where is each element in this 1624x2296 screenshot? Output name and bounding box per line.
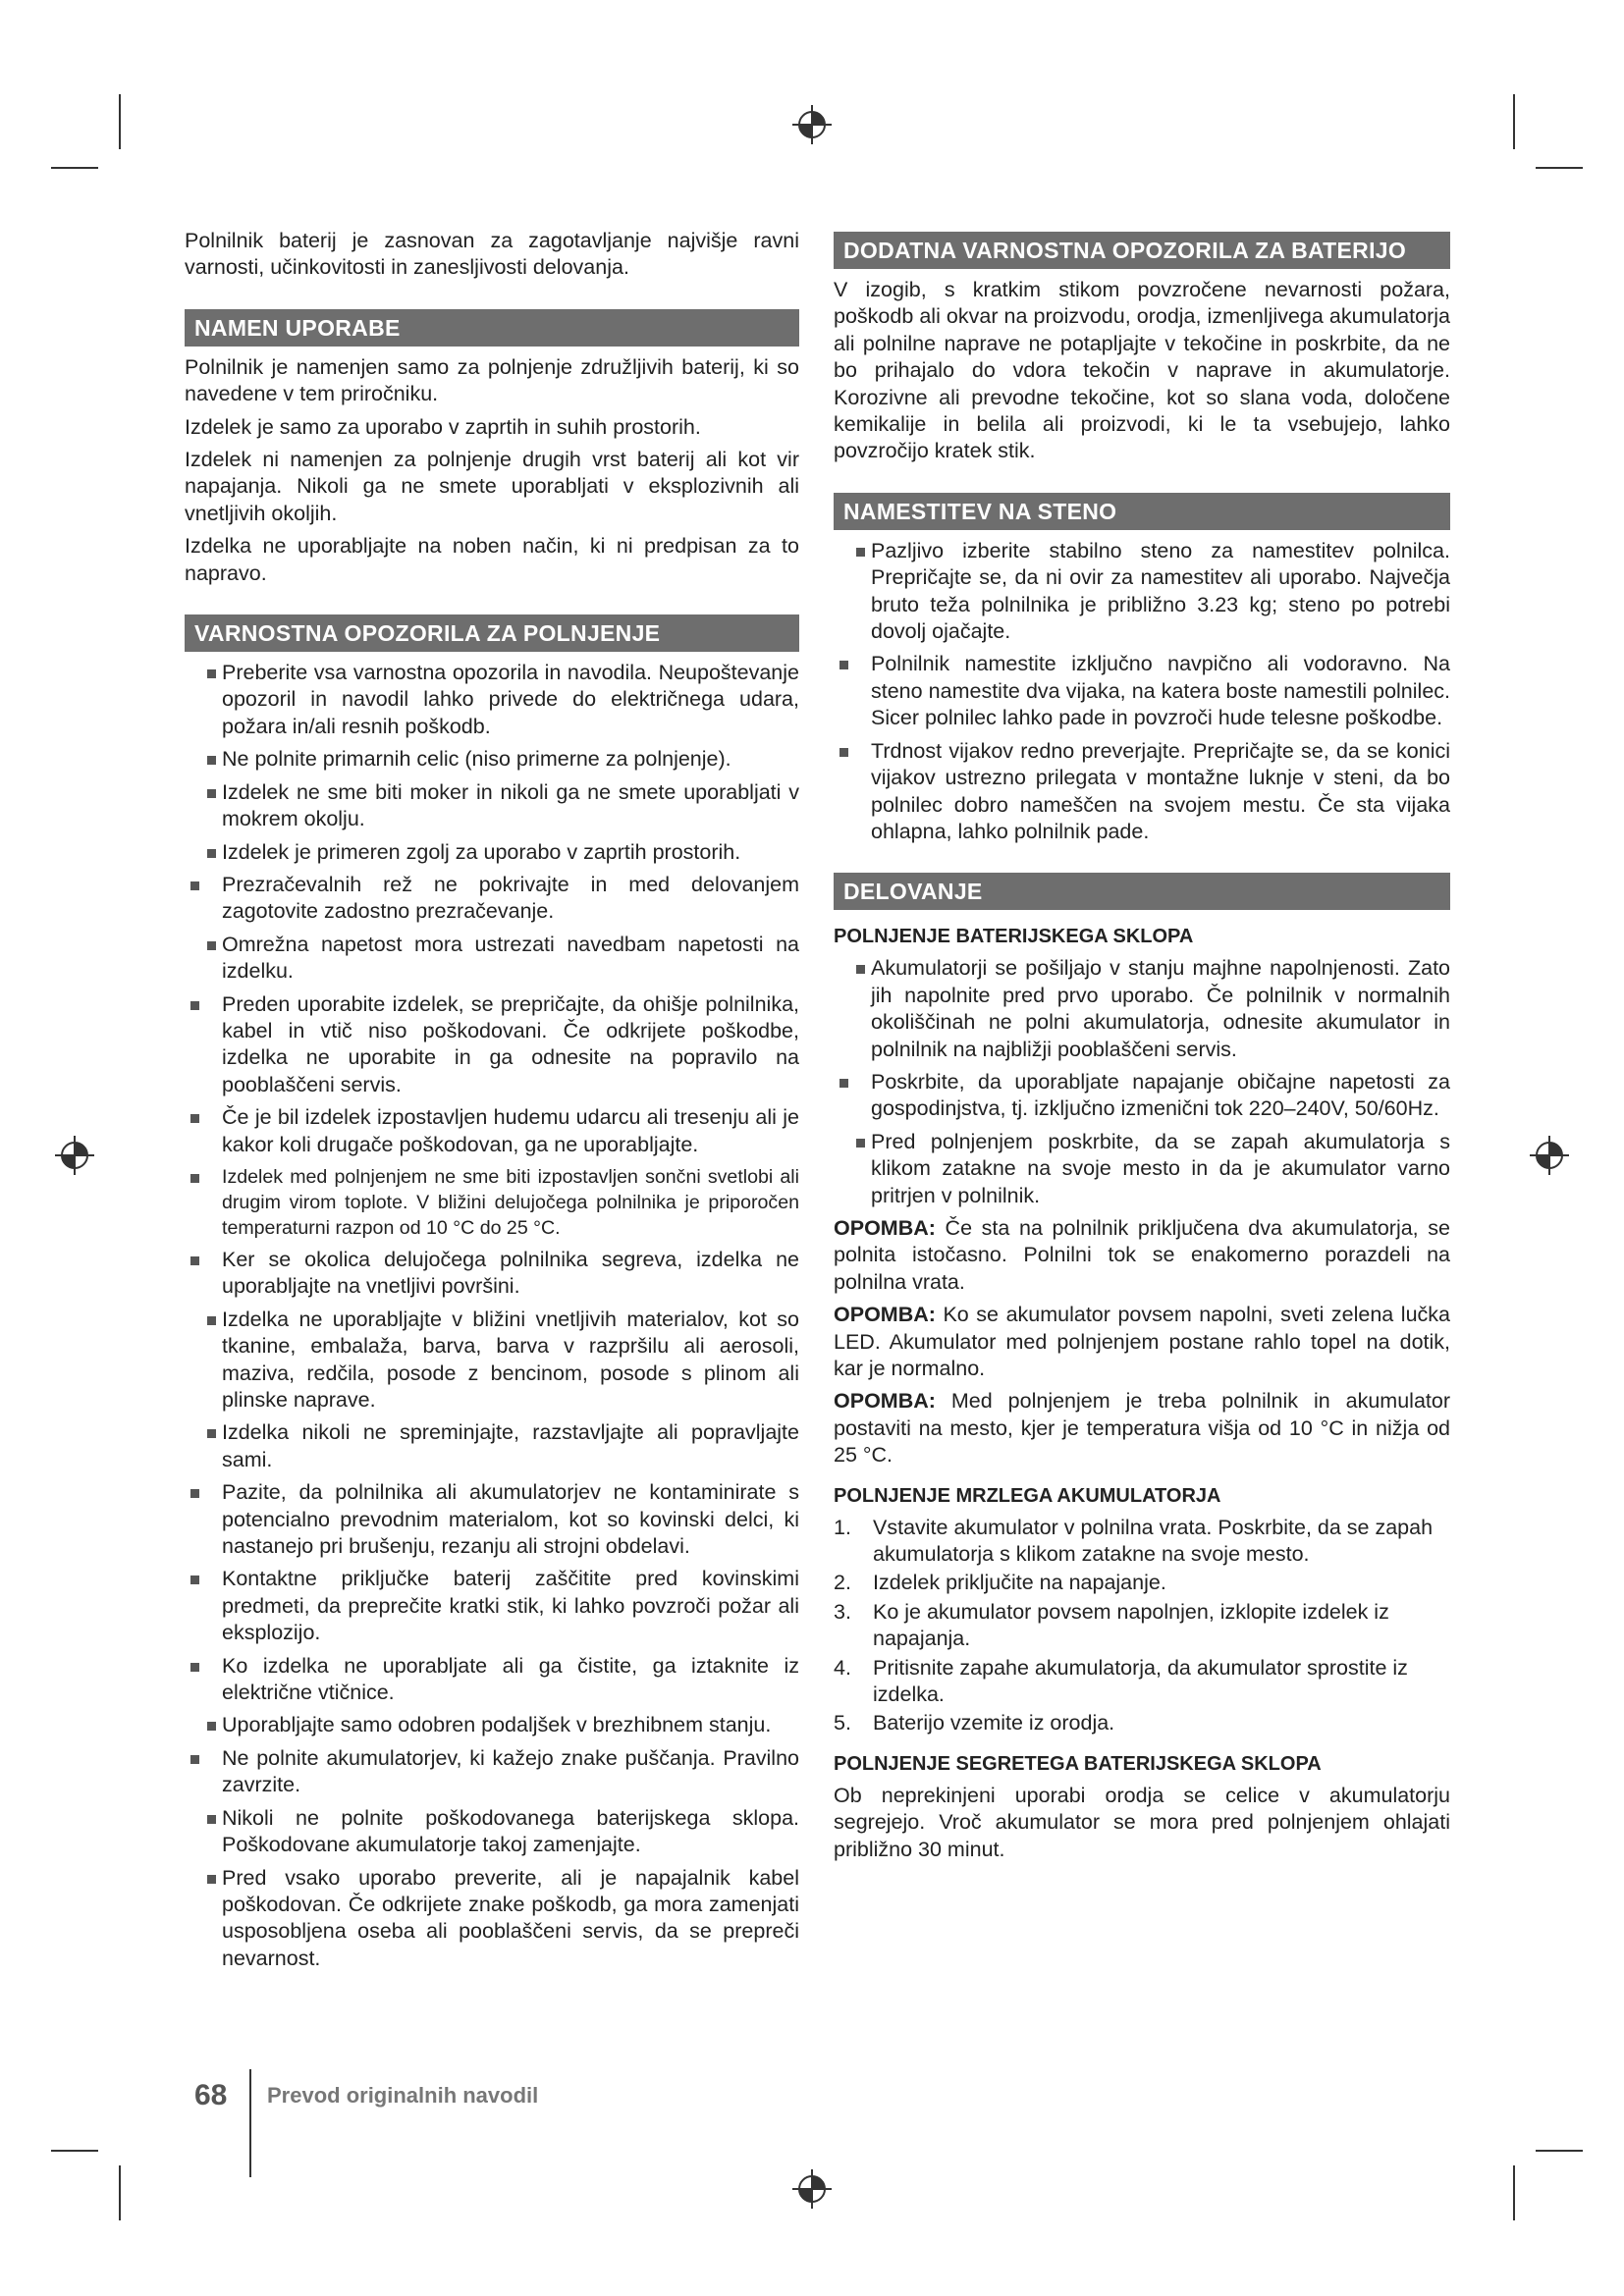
list-item: Kontaktne priključke baterij zaščitite pred kovinskimi predmeti, da preprečite kratki stik, ki lahko povzroči požar ali eksplozijo. [185, 1566, 799, 1646]
bullet-icon [207, 789, 216, 798]
registration-mark-bottom-icon [790, 2167, 834, 2211]
note-label: OPOMBA: [834, 1215, 936, 1240]
list-item: Ker se okolica delujočega polnilnika segreva, izdelka ne uporabljajte na vnetljivi površini. [185, 1247, 799, 1301]
list-item: Ne polnite akumulatorjev, ki kažejo znake puščanja. Pravilno zavrzite. [185, 1745, 799, 1799]
bullet-icon [190, 1755, 199, 1764]
list-item: 5. Baterijo vzemite iz orodja. [834, 1711, 1115, 1735]
list-item: Polnilnik namestite izključno navpično ali vodoravno. Na steno namestite dva vijaka, na katera boste namestili polnilec. Sicer polnilec lahko pade in povzroči hude telesne poškodbe. [834, 651, 1450, 731]
namen-paragraph: Izdelek ni namenjen za polnjenje drugih vrst baterij ali kot vir napajanja. Nikoli ga ne smete uporabljati v eksplozivnih ali vnetljivih okoljih. [185, 448, 799, 525]
list-item: Preberite vsa varnostna opozorila in navodila. Neupoštevanje opozoril in navodil lahko privede do električnega udara, požara in/ali resnih poškodb. [185, 660, 799, 740]
hot-battery-paragraph: Ob neprekinjeni uporabi orodja se celice v akumulatorju segrejejo. Vroč akumulator se mora pred polnjenjem ohlajati približno 30 minut. [834, 1783, 1450, 1861]
bullet-icon [856, 548, 865, 557]
bullet-icon [190, 1489, 199, 1498]
bullet-icon [207, 1815, 216, 1824]
section-header-dodatna: DODATNA VARNOSTNA OPOZORILA ZA BATERIJO [834, 232, 1450, 269]
left-column [185, 228, 799, 1978]
list-item: 4. Pritisnite zapahe akumulatorja, da akumulator sprostite iz izdelka. [834, 1655, 1408, 1707]
subheading-cold-battery: POLNJENJE MRZLEGA AKUMULATORJA [834, 1484, 1221, 1507]
note-paragraph: OPOMBA: Med polnjenjem je treba polnilnik in akumulator postaviti na mesto, kjer je temperatura višja od 10 °C in nižja od 25 °C. [834, 1389, 1450, 1468]
section-header-varnostna: VARNOSTNA OPOZORILA ZA POLNJENJE [185, 614, 799, 652]
list-item: Izdelek med polnjenjem ne sme biti izpostavljen sončni svetlobi ali drugim virom toplote. V bližini delujočega polnilnika je priporočen temperaturni razpon od 10 °C do 25 °C. [185, 1164, 799, 1241]
bullet-icon [190, 1575, 199, 1584]
crop-mark-top-right-v [1513, 94, 1515, 149]
list-item: Izdelka ne uporabljajte v bližini vnetljivih materialov, kot so tkanine, embalaža, barva, barva v razpršilu ali aerosoli, maziva, redčila, posode z bencinom, posode s plinom ali plinske naprave. [185, 1307, 799, 1415]
list-item: Izdelek je primeren zgolj za uporabo v zaprtih prostorih. [185, 839, 799, 866]
list-item: Pred vsako uporabo preverite, ali je napajalnik kabel poškodovan. Če odkrijete znake poškodb, ga mora zamenjati usposobljena oseba ali pooblaščeni servis, da se prepreči nevarnost. [185, 1865, 799, 1973]
list-item: 1. Vstavite akumulator v polnilna vrata. Poskrbite, da se zapah akumulatorja s klikom zatakne na svoje mesto. [834, 1515, 1434, 1567]
list-item: Ko izdelka ne uporabljate ali ga čistite, ga iztaknite iz električne vtičnice. [185, 1653, 799, 1707]
bullet-icon [207, 756, 216, 765]
crop-mark-top-left-h [51, 167, 98, 169]
operation-list [834, 955, 1450, 1209]
bullet-icon [190, 1256, 199, 1265]
list-item: Trdnost vijakov redno preverjajte. Prepričajte se, da se konici vijakov ustrezno prilegata v montažne luknje v steni, da bo polnilec dobro nameščen na svojem mestu. Če sta vijaka ohlapna, lahko polnilnik pade. [834, 738, 1450, 846]
steps-list [834, 1515, 1450, 1737]
safety-list [185, 660, 799, 1972]
list-item: Nikoli ne polnite poškodovanega baterijskega sklopa. Poškodovane akumulatorje takoj zamenjajte. [185, 1805, 799, 1859]
list-item: Izdelek ne sme biti moker in nikoli ga ne smete uporabljati v mokrem okolju. [185, 779, 799, 833]
list-item: Uporabljajte samo odobren podaljšek v brezhibnem stanju. [185, 1712, 799, 1738]
bullet-icon [839, 748, 848, 757]
section-header-namen: NAMEN UPORABE [185, 309, 799, 347]
bullet-icon [207, 1429, 216, 1438]
list-item: 2. Izdelek priključite na napajanje. [834, 1571, 1166, 1595]
page-number: 68 [194, 2079, 228, 2111]
registration-mark-right-icon [1528, 1134, 1571, 1177]
list-item: Pazite, da polnilnika ali akumulatorjev ne kontaminirate s potencialno prevodnim materialom, kot so kovinski delci, ki nastanejo pri brušenju, rezanju ali strojni obdelavi. [185, 1479, 799, 1560]
list-item: Poskrbite, da uporabljate napajanje običajne napetosti za gospodinjstva, tj. izključno izmenični tok 220–240V, 50/60Hz. [834, 1069, 1450, 1123]
bullet-icon [207, 941, 216, 950]
intro-paragraph: Polnilnik baterij je zasnovan za zagotavljanje najvišje ravni varnosti, učinkovitosti in zanesljivosti delovanja. [185, 229, 799, 280]
namen-paragraph: Izdelek je samo za uporabo v zaprtih in suhih prostorih. [185, 414, 701, 439]
dodatna-paragraph: V izogib, s kratkim stikom povzročene nevarnosti požara, poškodb ali okvar na proizvodu, orodja, izmenljivega akumulatorja ali polnilne naprave ne potapljajte v tekočine in poskrbite, da ne bo prihajalo do vdora tekočin v naprave in akumulatorje. Korozivne ali prevodne tekočine, kot so slana voda, določene kemikalije in belila ali proizvodi, ki le ta vsebujejo, lahko povzročijo kratek stik. [834, 278, 1450, 463]
list-item: Ne polnite primarnih celic (niso primerne za polnjenje). [185, 746, 799, 773]
list-item: Pazljivo izberite stabilno steno za namestitev polnilca. Prepričajte se, da ni ovir za namestitev ali uporabo. Največja bruto teža polnilnika je približno 3.23 kg; steno po potrebi dovolj ojačajte. [834, 538, 1450, 646]
list-item: Izdelka nikoli ne spreminjajte, razstavljajte ali popravljajte sami. [185, 1419, 799, 1473]
note-label: OPOMBA: [834, 1303, 936, 1327]
crop-mark-bottom-right-v [1513, 2165, 1515, 2220]
bullet-icon [190, 881, 199, 890]
bullet-icon [190, 1114, 199, 1123]
wall-mount-list [834, 538, 1450, 845]
bullet-icon [190, 1174, 199, 1183]
bullet-icon [856, 965, 865, 974]
list-item: Akumulatorji se pošiljajo v stanju majhne napolnjenosti. Zato jih napolnite pred prvo uporabo. Če polnilnik v normalnih okoliščinah ne polni akumulatorja, odnesite akumulator in polnilnik na najbližji pooblaščeni servis. [834, 955, 1450, 1063]
bullet-icon [839, 661, 848, 669]
list-item: Prezračevalnih rež ne pokrivajte in med delovanjem zagotovite zadostno prezračevanje. [185, 872, 799, 926]
bullet-icon [207, 669, 216, 678]
bullet-icon [207, 1722, 216, 1731]
crop-mark-bottom-left-v [119, 2165, 121, 2220]
list-item: Pred polnjenjem poskrbite, da se zapah akumulatorja s klikom zatakne na svoje mesto in da je akumulator varno pritrjen v polnilnik. [834, 1129, 1450, 1209]
footer-divider [249, 2069, 251, 2177]
namen-paragraph: Izdelka ne uporabljajte na noben način, ki ni predpisan za to napravo. [185, 534, 799, 585]
crop-mark-top-right-h [1536, 167, 1583, 169]
namen-paragraph: Polnilnik je namenjen samo za polnjenje združljivih baterij, ki so navedene v tem priročniku. [185, 354, 799, 406]
subheading-hot-battery: POLNJENJE SEGRETEGA BATERIJSKEGA SKLOPA [834, 1752, 1322, 1775]
bullet-icon [856, 1139, 865, 1148]
section-header-steno: NAMESTITEV NA STENO [834, 493, 1450, 530]
list-item: Če je bil izdelek izpostavljen hudemu udarcu ali tresenju ali je kakor koli drugače poškodovan, ga ne uporabljajte. [185, 1104, 799, 1158]
right-column [834, 228, 1450, 1869]
bullet-icon [190, 1663, 199, 1672]
list-item: 3. Ko je akumulator povsem napolnjen, izklopite izdelek iz napajanja. [834, 1599, 1389, 1651]
crop-mark-bottom-right-h [1536, 2150, 1583, 2152]
footer-text: Prevod originalnih navodil [267, 2083, 539, 2108]
section-header-delovanje: DELOVANJE [834, 873, 1450, 910]
bullet-icon [190, 1001, 199, 1010]
crop-mark-top-left-v [119, 94, 121, 149]
bullet-icon [207, 1875, 216, 1884]
registration-mark-top-icon [790, 103, 834, 146]
bullet-icon [839, 1079, 848, 1088]
note-label: OPOMBA: [834, 1389, 936, 1414]
bullet-icon [207, 849, 216, 858]
list-item: Preden uporabite izdelek, se prepričajte, da ohišje polnilnika, kabel in vtič niso poškodovani. Če odkrijete poškodbe, izdelka ne uporabite in ga odnesite na popravilo na pooblaščeni servis. [185, 991, 799, 1099]
note-paragraph: OPOMBA: Ko se akumulator povsem napolni, sveti zelena lučka LED. Akumulator med polnjenjem postane rahlo topel na dotik, kar je normalno. [834, 1303, 1450, 1380]
crop-mark-bottom-left-h [51, 2150, 98, 2152]
bullet-icon [207, 1316, 216, 1325]
note-paragraph: OPOMBA: Če sta na polnilnik priključena dva akumulatorja, se polnita istočasno. Polnilni tok se enakomerno porazdeli na polnilna vrata. [834, 1215, 1450, 1294]
registration-mark-left-icon [53, 1134, 96, 1177]
list-item: Omrežna napetost mora ustrezati navedbam napetosti na izdelku. [185, 932, 799, 986]
subheading-charging-pack: POLNJENJE BATERIJSKEGA SKLOPA [834, 926, 1194, 948]
